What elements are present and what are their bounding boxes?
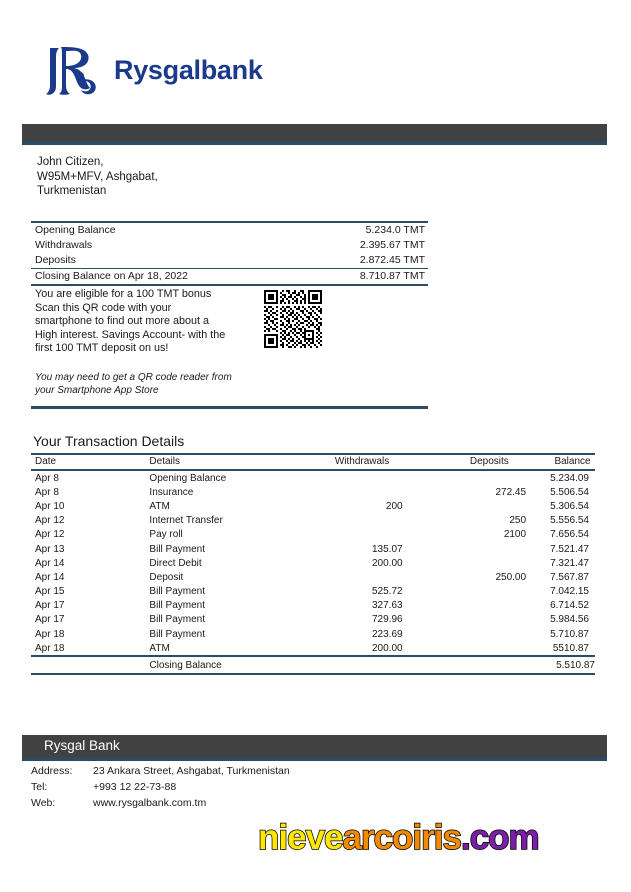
address-value: 23 Ankara Street, Ashgabat, Turkmenistan: [93, 765, 290, 777]
footer-bank-name: Rysgal Bank: [44, 738, 120, 753]
cell-date: Apr 17: [35, 614, 65, 626]
transactions-title: Your Transaction Details: [33, 433, 185, 449]
table-row: [31, 585, 595, 599]
cell-deposits: [429, 613, 550, 627]
footer-title-bar: [22, 735, 607, 757]
promo-line-5: first 100 TMT deposit on us!: [35, 342, 169, 355]
tel-label: Tel:: [31, 781, 48, 793]
cell-details: Internet Transfer: [149, 515, 223, 527]
web-label: Web:: [31, 797, 56, 809]
transactions-table: [31, 453, 595, 675]
cell-deposits: [429, 542, 550, 556]
cell-withdrawals: [296, 470, 429, 485]
cell-balance: 5.306.54: [550, 500, 589, 512]
promo-line-4: High interest. Savings Account- with the: [35, 328, 226, 341]
contact-row-web: [31, 795, 290, 811]
promo-line-1: You are eligible for a 100 TMT bonus: [35, 288, 212, 300]
promo-section-divider: [31, 406, 428, 409]
cell-date: Apr 12: [35, 529, 65, 541]
promo-note-line-2: your Smartphone App Store: [35, 384, 159, 396]
promo-line-3: smartphone to find out more about a: [35, 315, 210, 328]
cell-balance: 7.521.47: [550, 543, 589, 555]
cell-date: Apr 8: [35, 486, 59, 498]
cell-date: Apr 10: [35, 500, 65, 512]
cell-date: Apr 14: [35, 557, 65, 569]
cell-withdrawals: [296, 514, 429, 528]
customer-country: Turkmenistan: [37, 185, 107, 197]
cell-balance: 5.506.54: [550, 486, 589, 498]
cell-deposits: [429, 585, 550, 599]
contact-row-tel: [31, 779, 290, 795]
table-row: [31, 599, 595, 613]
cell-balance: 7.321.47: [550, 557, 589, 569]
cell-balance: 7.567.87: [550, 571, 589, 583]
contact-row-address: [31, 763, 290, 779]
promo-line-2: Scan this QR code with your: [35, 301, 172, 314]
promo-note-line-1: You may need to get a QR code reader from: [35, 371, 232, 383]
cell-deposits: [429, 656, 550, 674]
cell-deposits: [429, 556, 550, 570]
cell-date: [31, 656, 149, 674]
cell-balance: 5510.87: [552, 642, 589, 654]
customer-name: John Citizen,: [37, 156, 104, 168]
cell-details: Insurance: [149, 486, 194, 498]
watermark-part-1: nieve: [258, 818, 343, 857]
table-row: [31, 542, 595, 556]
cell-date: Apr 13: [35, 543, 65, 555]
table-row: [31, 613, 595, 627]
table-row: [31, 641, 595, 656]
cell-balance: 7.042.15: [550, 586, 589, 598]
summary-amount: 5.234.0 TMT: [303, 222, 428, 238]
footer-accent-strip: [22, 757, 607, 761]
cell-details: ATM: [149, 500, 170, 512]
brand-logo: [40, 42, 263, 98]
customer-address-line: W95M+MFV, Ashgabat,: [37, 170, 158, 183]
summary-row-deposits: [31, 253, 428, 269]
cell-deposits: [429, 641, 550, 656]
cell-balance: 5.510.87: [550, 656, 595, 674]
cell-withdrawals: 223.69: [372, 628, 403, 640]
cell-balance: 6.714.52: [550, 600, 589, 612]
balance-summary-table: [31, 221, 428, 286]
cell-deposits: [429, 599, 550, 613]
bonus-promo-text: [35, 288, 250, 397]
column-header-details: Details: [149, 454, 295, 470]
cell-details: Bill Payment: [149, 543, 205, 555]
cell-balance: 5.556.54: [550, 515, 589, 527]
cell-withdrawals: [296, 528, 429, 542]
closing-balance-row: [31, 656, 595, 674]
cell-balance: 5.234.09: [550, 472, 589, 484]
watermark-part-2: arcoiris: [342, 818, 461, 857]
site-watermark: [258, 818, 539, 858]
web-value[interactable]: www.rysgalbank.com.tm: [93, 797, 207, 809]
summary-label: Closing Balance on Apr 18, 2022: [31, 269, 303, 286]
cell-deposits: 250.00: [495, 571, 527, 583]
cell-details: Bill Payment: [149, 614, 205, 626]
ornate-r-monogram-icon: [40, 42, 100, 98]
cell-details: Bill Payment: [149, 628, 205, 640]
table-row: [31, 528, 595, 542]
transactions-header-row: [31, 454, 595, 470]
address-label: Address:: [31, 765, 73, 777]
cell-deposits: 272.45: [495, 486, 527, 498]
cell-details: Closing Balance: [149, 656, 295, 674]
cell-withdrawals: 200: [385, 500, 403, 512]
table-row: [31, 556, 595, 570]
cell-date: Apr 18: [35, 628, 65, 640]
cell-details: Direct Debit: [149, 557, 202, 569]
cell-details: Opening Balance: [149, 472, 227, 484]
cell-deposits: 2100: [503, 529, 527, 541]
cell-withdrawals: 327.63: [372, 600, 403, 612]
cell-date: Apr 14: [35, 571, 65, 583]
cell-withdrawals: [296, 485, 429, 499]
cell-deposits: 250: [509, 515, 527, 527]
summary-amount: 2.395.67 TMT: [359, 239, 425, 251]
footer-contact-details: [31, 763, 290, 811]
cell-details: Bill Payment: [149, 600, 205, 612]
column-header-balance: Balance: [550, 454, 595, 470]
table-row: [31, 570, 595, 584]
cell-deposits: [429, 627, 550, 641]
cell-withdrawals: [296, 570, 429, 584]
table-row: [31, 485, 595, 499]
header-accent-strip: [22, 141, 607, 145]
table-row: [31, 514, 595, 528]
cell-details: Bill Payment: [149, 586, 205, 598]
cell-balance: 5.710.87: [550, 628, 589, 640]
cell-date: Apr 18: [35, 642, 65, 654]
cell-deposits: [429, 470, 550, 485]
cell-date: Apr 8: [35, 472, 59, 484]
customer-address: [37, 155, 158, 199]
header-divider-bar: [22, 124, 607, 141]
column-header-deposits: Deposits: [429, 454, 550, 470]
column-header-withdrawals: Withdrawals: [296, 454, 429, 470]
cell-date: Apr 12: [35, 515, 65, 527]
summary-amount: 2.872.45 TMT: [359, 254, 425, 266]
cell-withdrawals: 135.07: [372, 543, 403, 555]
table-row: [31, 499, 595, 513]
cell-date: Apr 17: [35, 600, 65, 612]
summary-label: Withdrawals: [35, 239, 93, 251]
cell-withdrawals: 200.00: [372, 557, 403, 569]
cell-deposits: [429, 499, 550, 513]
summary-row-withdrawals: [31, 238, 428, 253]
watermark-part-3: .com: [460, 818, 539, 857]
cell-date: Apr 15: [35, 586, 65, 598]
qr-code-icon[interactable]: [264, 290, 322, 348]
cell-details: Deposit: [149, 571, 184, 583]
column-header-date: Date: [31, 454, 149, 470]
table-row: [31, 627, 595, 641]
cell-withdrawals: 200.00: [372, 642, 403, 654]
table-row: [31, 470, 595, 485]
summary-label: Opening Balance: [31, 222, 303, 238]
cell-details: Pay roll: [149, 529, 183, 541]
brand-name: Rysgalbank: [114, 54, 263, 85]
summary-row-closing-balance: [31, 269, 428, 286]
cell-withdrawals: [296, 656, 429, 674]
summary-amount: 8.710.87 TMT: [303, 269, 428, 286]
tel-value: +993 12 22-73-88: [93, 781, 177, 793]
cell-balance: 5.984.56: [550, 614, 589, 626]
cell-withdrawals: 729.96: [372, 614, 403, 626]
cell-details: ATM: [149, 642, 170, 654]
cell-withdrawals: 525.72: [372, 586, 403, 598]
promo-note: [35, 372, 250, 397]
cell-balance: 7.656.54: [550, 529, 589, 541]
summary-row-opening-balance: [31, 222, 428, 238]
summary-label: Deposits: [35, 254, 76, 266]
